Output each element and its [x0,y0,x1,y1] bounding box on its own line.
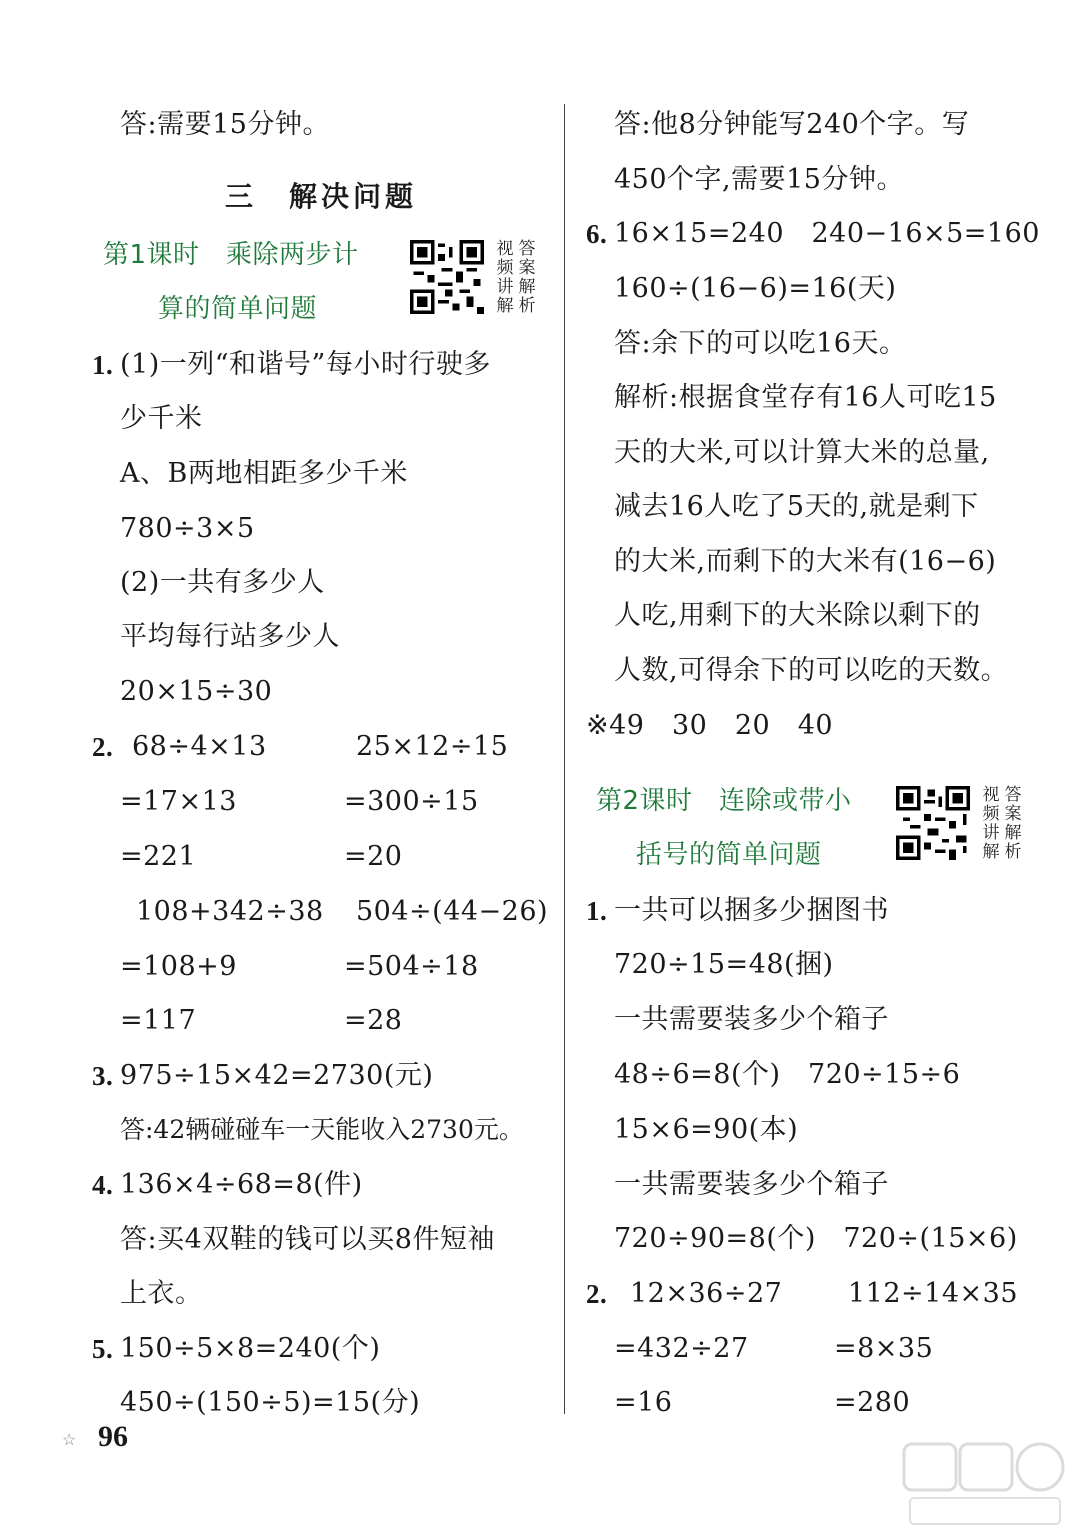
qr-code-icon[interactable] [896,786,970,860]
answer-line: (2)一共有多少人 [120,567,325,598]
page-number: 96 [98,1420,128,1453]
qr-label: 视 答 频 案 讲 解 解 析 [496,239,536,316]
column-divider [564,104,565,1414]
answer-line: 20×15÷30 [120,676,273,707]
question-number: 3. [92,1061,114,1091]
answer-line: 160÷(16−6)=16(天) [614,273,897,304]
explanation-line: 解析:根据食堂存有16人可吃15 [614,382,997,413]
question-number: 2. [92,732,114,762]
question-number: 5. [92,1334,114,1364]
question-number: 1. [586,896,608,926]
answer-line: 一共需要装多少个箱子 [614,1004,889,1035]
explanation-line: 减去16人吃了5天的,就是剩下 [614,491,979,522]
lesson2-title-line2: 括号的简单问题 [636,840,822,870]
calc-step: =221 [120,841,197,872]
explanation-line: 天的大米,可以计算大米的总量, [614,437,990,468]
answer-line: 上衣。 [120,1278,203,1309]
calc-step: =117 [120,1005,197,1036]
answer-line: 少千米 [120,403,203,434]
answer-line: 48÷6=8(个) 720÷15÷6 [614,1059,961,1090]
answer-line: 450个字,需要15分钟。 [614,164,904,195]
lesson1-title-line1: 第1课时 乘除两步计 [103,240,359,270]
calc-step: =108+9 [120,951,237,982]
qr-code-icon[interactable] [410,240,484,314]
calc-step: =504÷18 [344,951,479,982]
explanation-line: 人吃,用剩下的大米除以剩下的 [614,600,981,631]
answer-line: 780÷3×5 [120,513,255,544]
answer-line: A、B两地相距多少千米 [120,458,408,489]
unit-title: 三 解决问题 [225,180,418,213]
answer-line: (1)一列“和谐号”每小时行驶多 [120,349,491,380]
calc-step: =280 [834,1387,911,1418]
calc-step: =8×35 [834,1333,934,1364]
calc-step: =28 [344,1005,403,1036]
calc-step: =300÷15 [344,786,479,817]
star-icon: ☆ [62,1430,77,1449]
question-number: 2. [586,1279,608,1309]
answer-line: 一共需要装多少个箱子 [614,1169,889,1200]
calc-step: 108+342÷38 [136,896,324,927]
lesson2-title-line1: 第2课时 连除或带小 [596,786,852,816]
extra-answers: ※49 30 20 40 [586,710,834,741]
answer-line: 答:买4双鞋的钱可以买8件短袖 [120,1224,495,1255]
answer-line: 450÷(150÷5)=15(分) [120,1387,421,1418]
answer-line: 答:余下的可以吃16天。 [614,328,907,359]
qr-label: 视 答 频 案 讲 解 解 析 [982,785,1022,862]
watermark-logo [900,1440,1070,1530]
question-number: 1. [92,350,114,380]
answer-line: 136×4÷68=8(件) [120,1169,363,1200]
answer-line: 150÷5×8=240(个) [120,1333,381,1364]
answer-line: 答:他8分钟能写240个字。写 [614,109,970,140]
calc-step: 25×12÷15 [356,731,509,762]
explanation-line: 的大米,而剩下的大米有(16−6) [614,546,997,577]
answer-line: 720÷15=48(捆) [614,949,834,980]
answer-line: 一共可以捆多少捆图书 [614,895,889,926]
explanation-line: 人数,可得余下的可以吃的天数。 [614,655,1009,686]
answer-line: 答:需要15分钟。 [120,109,330,140]
calc-step: =17×13 [120,786,237,817]
calc-step: =432÷27 [614,1333,749,1364]
answer-line: 720÷90=8(个) 720÷(15×6) [614,1223,1018,1254]
answer-line: 15×6=90(本) [614,1114,799,1145]
answer-line: 平均每行站多少人 [120,621,340,652]
question-number: 4. [92,1170,114,1200]
calc-step: =20 [344,841,403,872]
answer-line: 16×15=240 240−16×5=160 [614,218,1040,249]
answer-line: 975÷15×42=2730(元) [120,1060,434,1091]
calc-step: =16 [614,1387,673,1418]
question-number: 6. [586,219,608,249]
calc-step: 112÷14×35 [848,1278,1018,1309]
answer-line: 答:42辆碰碰车一天能收入2730元。 [120,1115,524,1144]
lesson1-title-line2: 算的简单问题 [158,294,318,324]
calc-step: 68÷4×13 [132,731,267,762]
calc-step: 12×36÷27 [630,1278,783,1309]
calc-step: 504÷(44−26) [356,896,549,927]
